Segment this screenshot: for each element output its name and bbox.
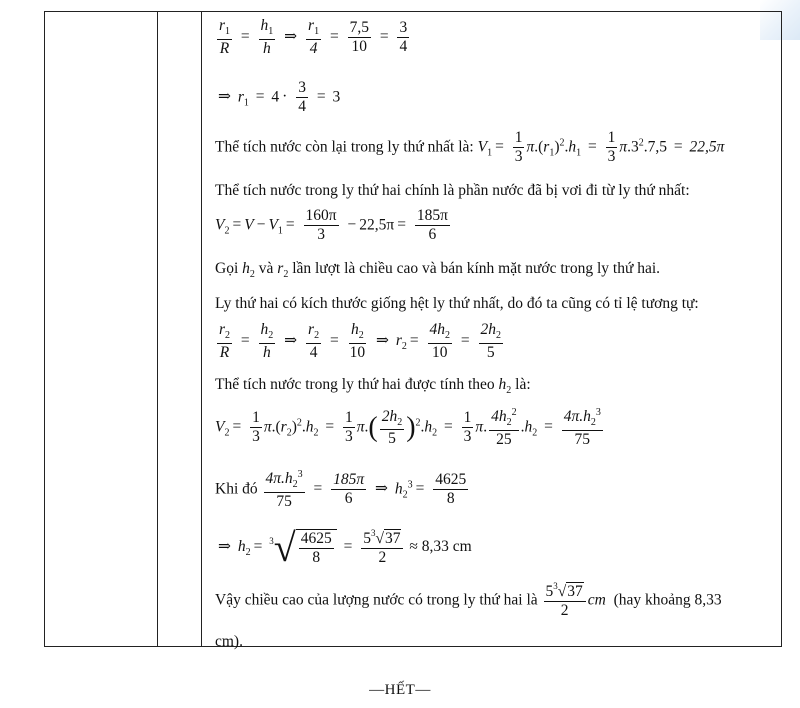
- volume2-by-h2-equation: $V_2$ = $\frac{1}{3}$ $\pi.(r_2)^2.h_2$ = $\frac{1}{3}$ π.( $\frac{2h_2}{5}$ )$^2.h_2$ = $\frac{1}{3}$ π. $\frac{4h_2^2}{25}$ $.h_2$ = $\frac{4\pi.h_2^3}{75}$: [215, 407, 601, 448]
- equation-ratio-2: $\frac{r_2}{R}$ = $\frac{h_2}{h}$ ⇒ $\frac{r_2}{4}$ = $\frac{h_2}{10}$ ⇒ $r_2$ = $\frac{4h_2}{10}$ = $\frac{2h_2}{5}$: [219, 321, 502, 361]
- volume1-result: 22,5π: [689, 138, 725, 156]
- khi-do-equation: Khi đó $\frac{4\pi.h_2^3}{75}$ = $\frac{185\pi}{6}$ ⇒ $h_2^3$ = $\frac{4625}{8}$: [215, 469, 467, 510]
- definition-line: Gọi $h_2$ và $r_2$ lần lượt là chiều cao và bán kính mặt nước trong ly thứ hai.: [215, 260, 661, 280]
- end-marker: —HẾT—: [369, 682, 431, 698]
- volume2-by-h2-intro: Thể tích nước trong ly thứ hai được tính theo $h_2$ là:: [215, 376, 531, 396]
- table-column-divider: [201, 12, 202, 646]
- solution-content: [215, 12, 771, 650]
- volume2-equation: $V_2 = V - V_1$ = $\frac{160\pi}{3}$ − 22,5π = $\frac{185\pi}{6}$: [215, 207, 448, 244]
- similar-ratio-intro: Ly thứ hai có kích thước giống hệt ly thứ nhất, do đó ta cũng có tỉ lệ tương tự:: [215, 295, 699, 312]
- equation-r1-value: ⇒ $r_1 = 4$ · $\frac{3}{4}$ = 3: [218, 79, 341, 116]
- equation-ratio-1: $\frac{r_1}{R}$ = $\frac{h_1}{h}$ ⇒ $\frac{r_1}{4}$ = $\frac{7,5}{10}$ = $\frac{3}{4}$: [219, 17, 408, 57]
- h2-approx: ≈ 8,33 cm: [409, 538, 472, 556]
- conclusion-end: cm).: [215, 633, 243, 650]
- table-column-divider: [157, 12, 158, 646]
- h2-result-equation: ⇒ $h_2 = ^3√$ $\frac{4625}{8}$ = $\frac{5^3√37}{2}$ ≈ 8,33 cm: [218, 525, 472, 570]
- volume2-intro: Thể tích nước trong ly thứ hai chính là phần nước đã bị vơi đi từ ly thứ nhất:: [215, 182, 690, 199]
- volume1-line: Thể tích nước còn lại trong ly thứ nhất là: $V_1$ = $\frac{1}{3}$ $\pi.(r_1)^2.h_1$ = $\frac{1}{3}$ $\pi.3^2.7,5 = 22,5\pi$: [215, 129, 725, 166]
- volume1-intro: Thể tích nước còn lại trong ly thứ nhất là:: [215, 138, 474, 156]
- conclusion-line: Vậy chiều cao của lượng nước có trong ly thứ hai là $\frac{5^3√37}{2}$ cm (hay khoảng 8,33: [215, 581, 722, 620]
- answer-table: [44, 11, 782, 650]
